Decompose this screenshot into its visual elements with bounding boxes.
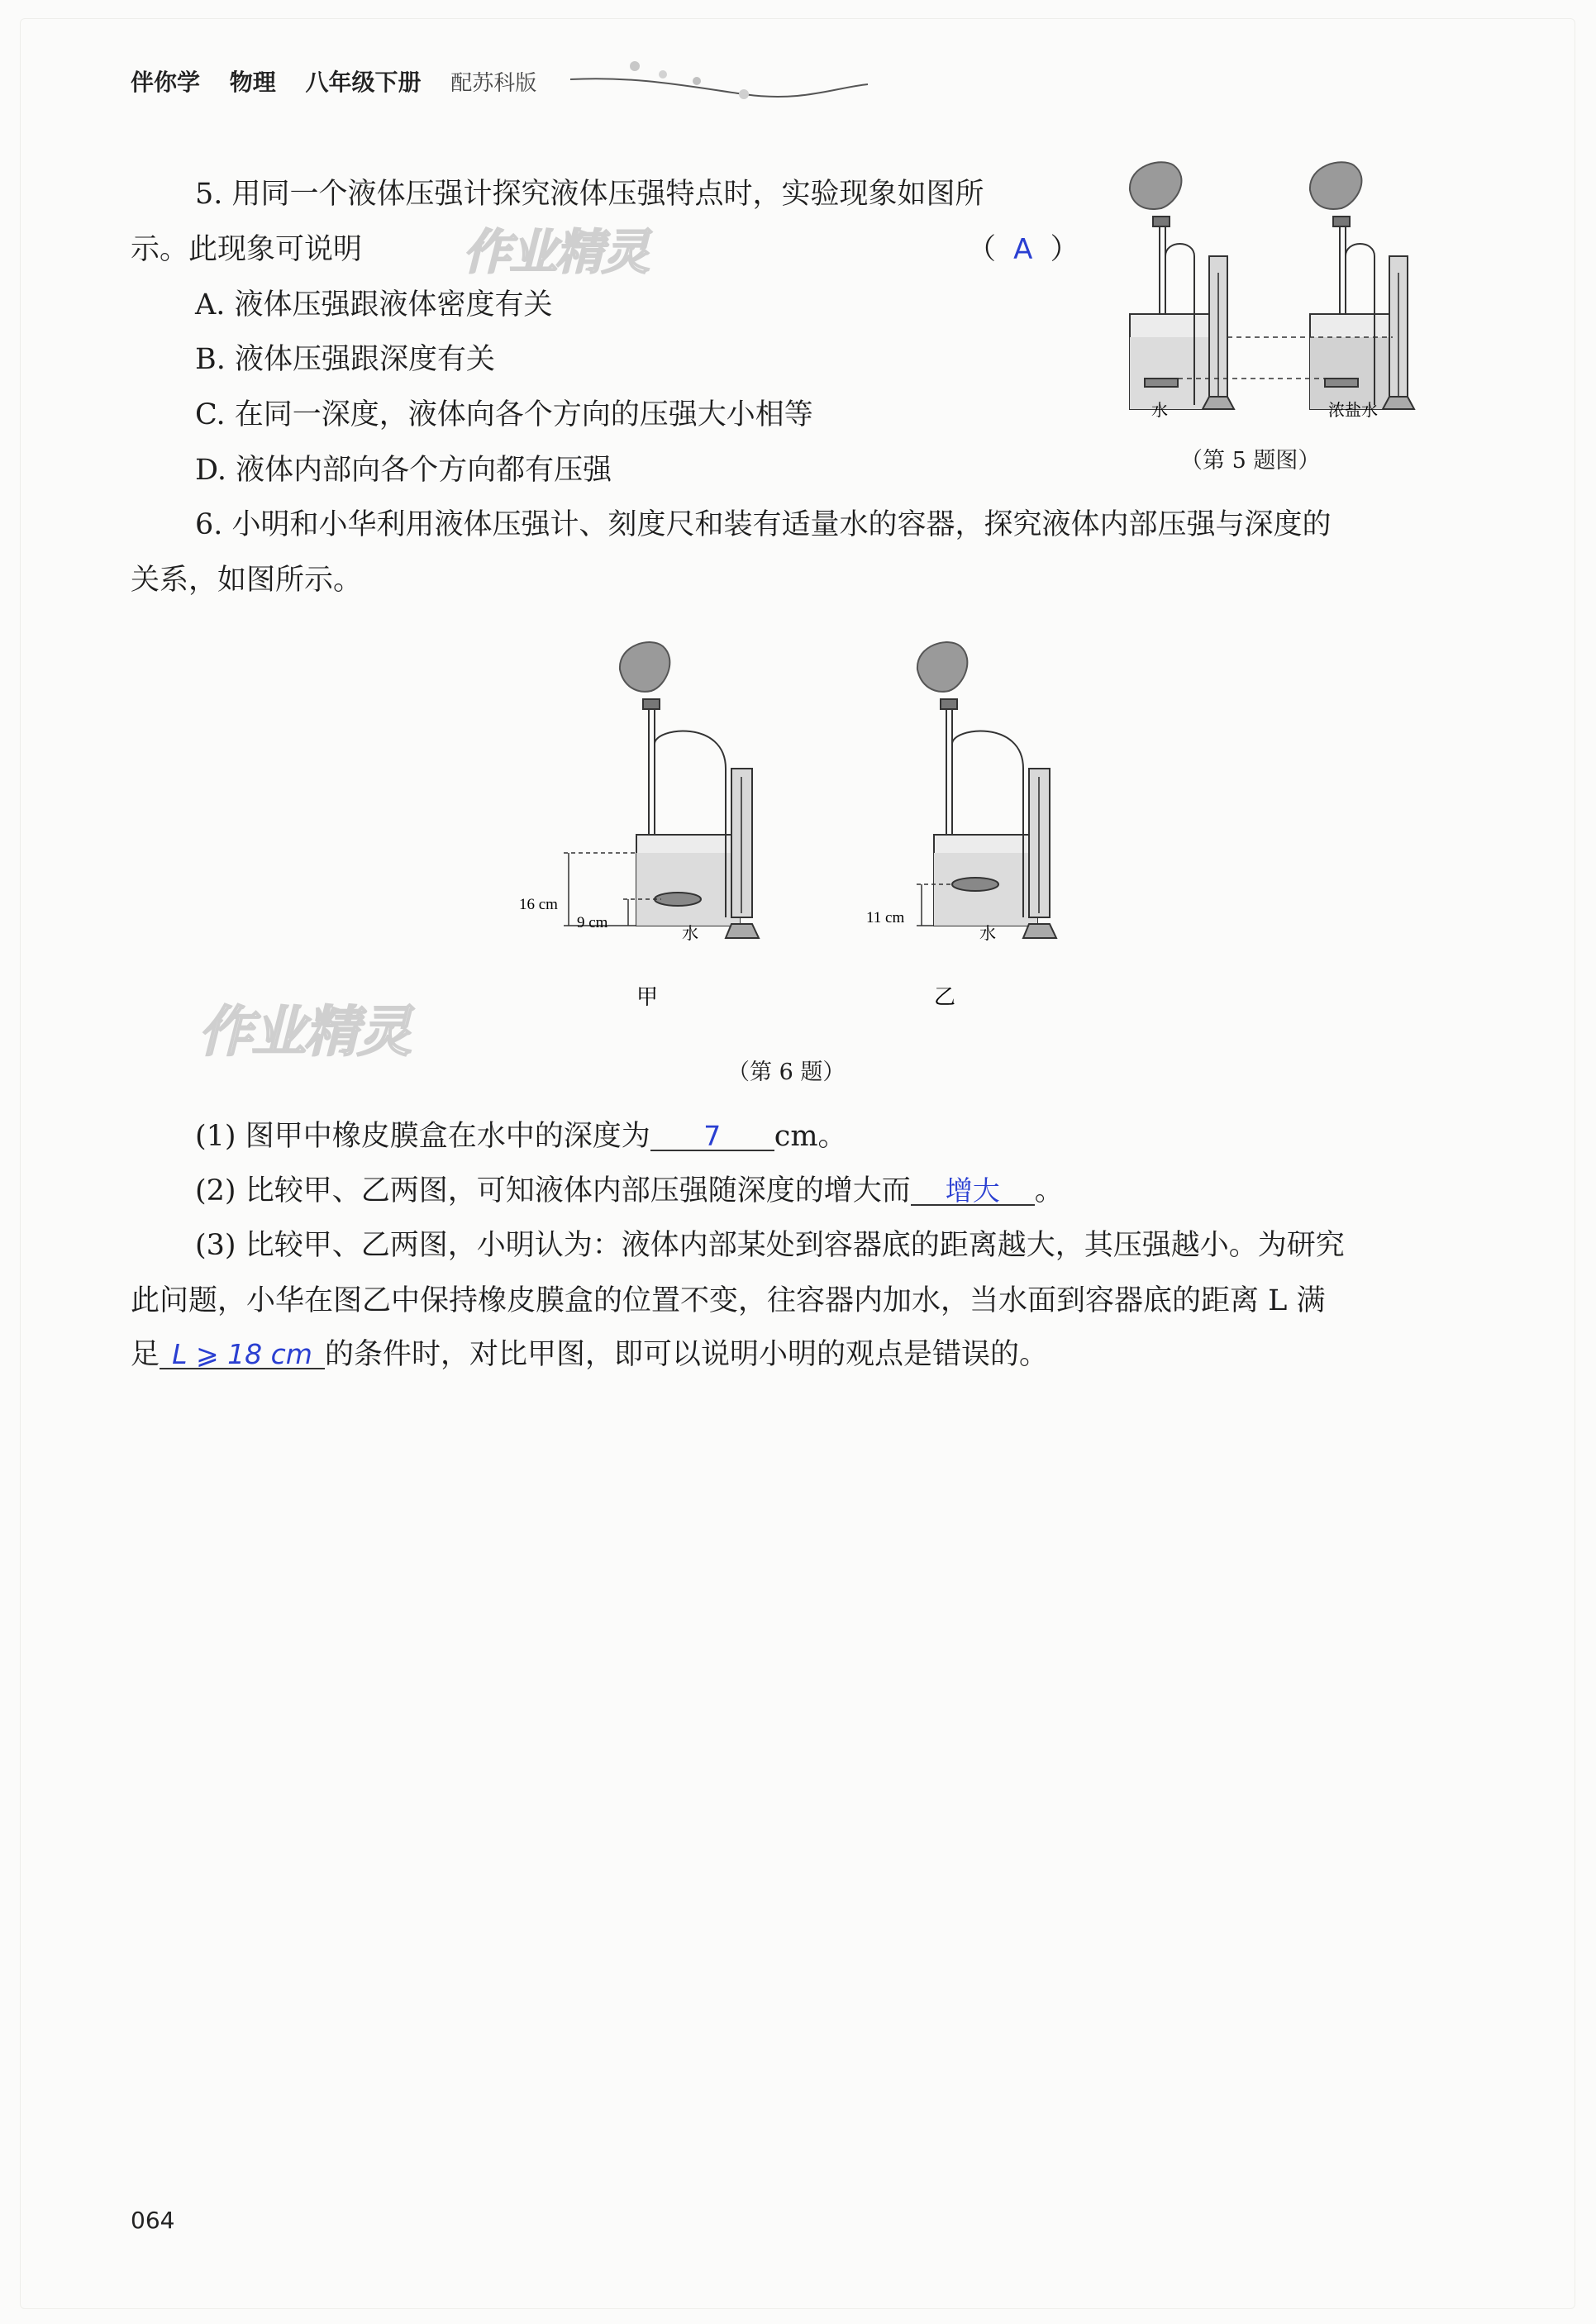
q6-fig-jia-name: 甲 [636,985,659,1010]
q6-fig-jia-water: 水 [682,923,698,943]
q6-sub2-answer: 增大 [911,1177,1035,1206]
running-header [131,64,558,98]
header-brand: 伴你学 [131,69,201,96]
q5-option-a: A. 液体压强跟液体密度有关 [195,288,553,321]
q5-figure-caption: （第 5 题图） [1180,448,1321,474]
q6-sub2-prefix: (2) 比较甲、乙两图，可知液体内部压强随深度的增大而 [195,1174,911,1207]
q5-option-d: D. 液体内部向各个方向都有压强 [195,454,612,487]
q6-sub1-answer: 7 [650,1122,774,1151]
q5-option-c: C. 在同一深度，液体向各个方向的压强大小相等 [195,398,813,431]
page-number: 064 [131,2207,175,2234]
q6-fig-yi-probe-depth: 11 cm [866,909,905,926]
q6-sub1-suffix: cm。 [774,1120,847,1153]
q5-paren-open: （ [967,233,997,266]
q6-figure-caption: （第 6 题） [727,1060,846,1085]
q5-answer-bracket [967,233,1079,266]
q5-option-b: B. 液体压强跟深度有关 [195,343,495,376]
q5-stem-line2: 示。此现象可说明 [131,233,363,266]
watermark-2: 作业精灵 [198,1000,410,1064]
q6-fig-jia-total-depth: 16 cm [519,896,558,913]
header-edition: 配苏科版 [450,71,537,96]
q6-fig-jia-probe-depth: 9 cm [577,914,608,931]
q6-sub2-suffix: 。 [1034,1174,1064,1207]
q6-stem-line1: 6. 小明和小华利用液体压强计、刻度尺和装有适量水的容器，探究液体内部压强与深度的 [195,508,1332,541]
q6-sub3-line1: (3) 比较甲、乙两图，小明认为：液体内部某处到容器底的距离越大，其压强越小。为研究 [195,1229,1345,1262]
q6-sub3-line2: 此问题，小华在图乙中保持橡皮膜盒的位置不变，往容器内加水，当水面到容器底的距离 L 满 [131,1284,1326,1317]
q6-figure [512,636,1091,1010]
q6-sub1-prefix: (1) 图甲中橡皮膜盒在水中的深度为 [195,1120,650,1153]
header-decoration [562,51,876,109]
q5-fig-label-brine: 浓盐水 [1328,400,1378,420]
q5-figure [1112,157,1426,434]
q6-stem-line2: 关系，如图所示。 [131,564,363,597]
q6-sub2 [195,1174,1064,1207]
q6-fig-yi-water: 水 [979,923,996,943]
q6-sub3-line3 [131,1338,1049,1371]
q5-fig-label-water: 水 [1151,400,1168,420]
q5-answer: A [1013,233,1033,266]
header-subject: 物理 [229,69,276,96]
q5-stem-line1: 5. 用同一个液体压强计探究液体压强特点时，实验现象如图所 [195,178,984,211]
q6-sub3-answer: L ⩾ 18 cm [160,1341,325,1369]
watermark-1: 作业精灵 [463,224,649,280]
q6-sub3-prefix: 足 [131,1338,160,1371]
q5-paren-close: ） [1050,233,1079,266]
q6-sub3-suffix: 的条件时，对比甲图，即可以说明小明的观点是错误的。 [325,1338,1049,1371]
q6-fig-yi-name: 乙 [934,985,956,1010]
q6-sub1 [195,1122,847,1151]
header-grade: 八年级下册 [305,69,422,96]
